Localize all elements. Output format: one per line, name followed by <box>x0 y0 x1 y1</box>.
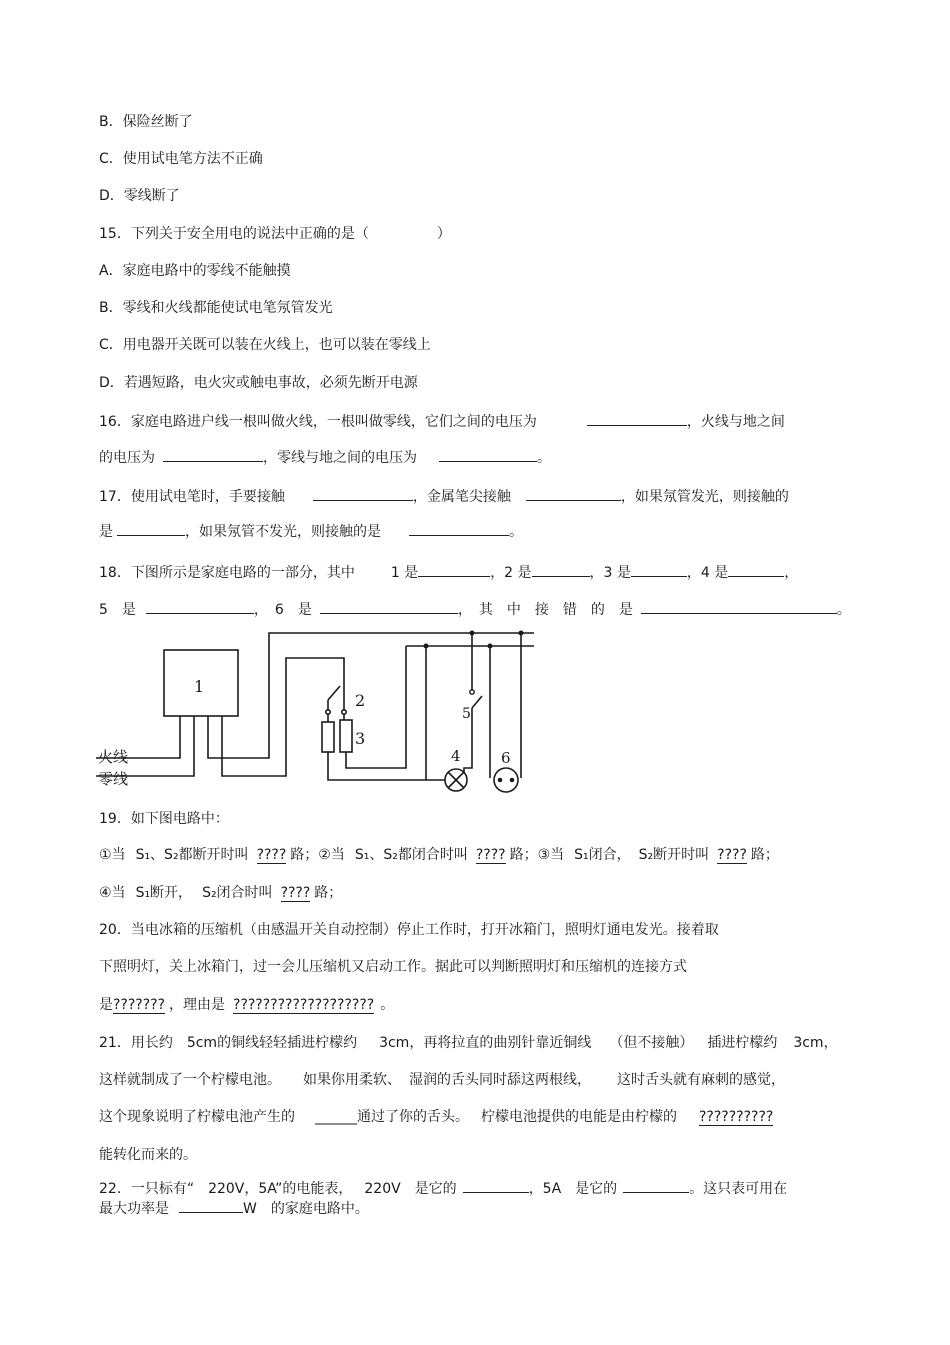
q21-t10: 这时舌头就有麻刺的感觉， <box>617 1072 785 1088</box>
q17-blank-2[interactable] <box>526 485 621 501</box>
q21-t3: 3cm，再将拉直的曲别针靠近铜线 <box>379 1035 592 1051</box>
q22-blank-3[interactable] <box>179 1197 243 1213</box>
q19-answer-2[interactable]: ???? <box>475 847 506 863</box>
q15-option-d: D．若遇短路，电火灾或触电事故，必须先断开电源 <box>99 375 418 391</box>
q16-blank-2[interactable] <box>163 446 263 462</box>
q19-t8: 路； <box>750 847 779 863</box>
figure-label-neutral: 零线 <box>98 770 129 788</box>
q18-blank-7[interactable] <box>641 598 837 614</box>
q21-t11: 这个现象说明了柠檬电池产生的 <box>99 1109 295 1125</box>
q16-line-1 <box>99 410 785 432</box>
q22-line-2 <box>99 1197 369 1219</box>
q16-text-c: 的电压为 <box>99 450 155 466</box>
q18-text-a: 18．下图所示是家庭电路的一部分，其中 <box>99 565 355 581</box>
figure-label-live: 火线 <box>98 748 129 766</box>
figure-label-1: 1 <box>194 677 205 696</box>
q17-text-e: ，如果氖管不发光，则接触的是 <box>185 524 381 540</box>
q17-line-1 <box>99 485 789 507</box>
figure-label-4: 4 <box>451 747 461 765</box>
q22-blank-1[interactable] <box>463 1177 529 1193</box>
q21-t7: 这样就制成了一个柠檬电池。 <box>99 1072 281 1088</box>
figure-label-6: 6 <box>501 749 511 767</box>
q17-blank-4[interactable] <box>409 520 509 536</box>
q19-t6: S₁闭合， <box>574 847 631 863</box>
q19-t11: S₂闭合时叫 <box>202 885 273 901</box>
q18-line-1 <box>99 561 798 583</box>
q20-t1: 是 <box>99 997 113 1013</box>
q15-option-b: B．零线和火线都能使试电笔氖管发光 <box>99 300 333 316</box>
q21-t12: 通过了你的舌头。 <box>357 1109 469 1125</box>
q15-stem-line <box>99 224 451 244</box>
q19-answer-4[interactable]: ???? <box>280 885 311 901</box>
q21-t1: 21．用长约 <box>99 1035 173 1051</box>
q20-t3: 。 <box>380 997 395 1013</box>
q21-line-3 <box>99 1107 773 1127</box>
q14-option-d: D．零线断了 <box>99 188 180 204</box>
q16-text-d: ，零线与地之间的电压为 <box>263 450 417 466</box>
q22-blank-2[interactable] <box>623 1177 689 1193</box>
q17-text-a: 17．使用试电笔时，手要接触 <box>99 489 285 505</box>
q18-text-f: 5 是 <box>99 602 136 618</box>
q17-text-c: ，如果氖管发光，则接触的 <box>620 489 789 505</box>
q20-line-2: 下照明灯，关上冰箱门，过一会儿压缩机又启动工作。据此可以判断照明灯和压缩机的连接方式 <box>99 959 687 975</box>
figure-label-2: 2 <box>355 691 366 710</box>
q18-text-end2: 。 <box>836 602 851 618</box>
q18-blank-3[interactable] <box>631 561 687 577</box>
q21-answer[interactable]: ?????????? <box>699 1109 774 1125</box>
q21-t6: 3cm， <box>793 1035 838 1051</box>
q19-t3: 路；②当 <box>290 847 345 863</box>
q20-line-1: 20．当电冰箱的压缩机（由感温开关自动控制）停止工作时，打开冰箱门，照明灯通电发光。接着取 <box>99 922 719 938</box>
q22-t3: ，5A 是它的 <box>528 1181 618 1197</box>
q18-text-e: ，4 是 <box>686 565 729 581</box>
q16-text-b: ，火线与地之间 <box>686 414 785 430</box>
q19-answer-1[interactable]: ???? <box>256 847 287 863</box>
q18-blank-5[interactable] <box>146 598 254 614</box>
q14-option-c: C．使用试电笔方法不正确 <box>99 151 263 167</box>
q21-line-1 <box>99 1033 838 1053</box>
q19-t5: 路；③当 <box>509 847 565 863</box>
q21-t8: 如果你用柔软、 <box>303 1072 401 1088</box>
q22-t2: 220V 是它的 <box>364 1181 457 1197</box>
q19-t9: ④当 <box>99 885 126 901</box>
q15-stem: 15．下列关于安全用电的说法中正确的是（ <box>99 226 369 242</box>
q19-t7: S₂断开时叫 <box>638 847 710 863</box>
q22-t4: 。这只表可用在 <box>689 1181 788 1197</box>
q19-stem: 19．如下图电路中： <box>99 811 229 827</box>
socket-icon <box>494 768 518 792</box>
q18-blank-1[interactable] <box>418 561 490 577</box>
q16-line-2 <box>99 446 551 468</box>
q18-text-c: ，2 是 <box>490 565 532 581</box>
q18-blank-4[interactable] <box>728 561 784 577</box>
q19-t4: S₁、S₂都闭合时叫 <box>354 847 468 863</box>
q17-text-end: 。 <box>509 524 523 540</box>
q22-line-1 <box>99 1177 787 1199</box>
q15-stem-close: ） <box>436 226 451 242</box>
household-circuit-diagram <box>96 628 546 798</box>
q22-t5: 最大功率是 <box>99 1201 169 1217</box>
q16-text-end: 。 <box>537 450 551 466</box>
q18-blank-6[interactable] <box>320 598 458 614</box>
q17-blank-1[interactable] <box>313 485 413 501</box>
q14-option-b: B．保险丝断了 <box>99 114 193 130</box>
q16-text-a: 16．家庭电路进户线一根叫做火线，一根叫做零线，它们之间的电压为 <box>99 414 537 430</box>
q19-line-1 <box>99 845 779 865</box>
q21-line-4: 能转化而来的。 <box>99 1147 197 1163</box>
q21-blank[interactable]: ______ <box>315 1109 357 1125</box>
q21-line-2 <box>99 1070 785 1090</box>
q19-t12: 路； <box>314 885 343 901</box>
q15-option-a: A．家庭电路中的零线不能触摸 <box>99 263 291 279</box>
q17-line-2 <box>99 520 523 542</box>
q20-answer-1[interactable]: ??????? <box>113 997 166 1013</box>
q17-text-d: 是 <box>99 524 113 540</box>
q18-text-h: ， 其 中 接 错 的 是 <box>457 602 633 618</box>
q17-blank-3[interactable] <box>117 520 185 536</box>
figure-label-3: 3 <box>355 729 366 748</box>
q19-answer-3[interactable]: ???? <box>717 847 747 863</box>
q19-t1: ①当 <box>99 847 126 863</box>
q19-line-2 <box>99 883 342 903</box>
q20-line-3 <box>99 995 394 1015</box>
figure-label-5: 5 <box>462 706 471 722</box>
q22-t6: W 的家庭电路中。 <box>243 1201 369 1217</box>
q22-t1: 22．一只标有“ 220V，5A”的电能表， <box>99 1181 353 1197</box>
q18-text-g: ， 6 是 <box>253 602 312 618</box>
q21-t4: （但不接触） <box>609 1035 694 1051</box>
q16-blank-1[interactable] <box>587 410 687 426</box>
q21-t9: 湿润的舌头同时舔这两根线， <box>409 1072 591 1088</box>
q20-answer-2[interactable]: ??????????????????? <box>233 997 375 1013</box>
q19-t2: S₁、S₂都断开时叫 <box>135 847 249 863</box>
q18-line-2 <box>99 598 851 620</box>
q18-text-b: 1 是 <box>390 565 419 581</box>
q21-t13: 柠檬电池提供的电能是由柠檬的 <box>481 1109 677 1125</box>
q18-blank-2[interactable] <box>532 561 590 577</box>
q20-t2: ，理由是 <box>169 997 226 1013</box>
q15-option-c: C．用电器开关既可以装在火线上，也可以装在零线上 <box>99 337 431 353</box>
q18-text-end: ， <box>784 565 799 581</box>
q17-text-b: ，金属笔尖接触 <box>412 489 511 505</box>
q21-t2: 5cm的铜线轻轻插进柠檬约 <box>186 1035 358 1051</box>
q19-t10: S₁断开， <box>135 885 193 901</box>
q21-t5: 插进柠檬约 <box>707 1035 778 1051</box>
q18-text-d: ，3 是 <box>589 565 631 581</box>
q16-blank-3[interactable] <box>439 446 537 462</box>
